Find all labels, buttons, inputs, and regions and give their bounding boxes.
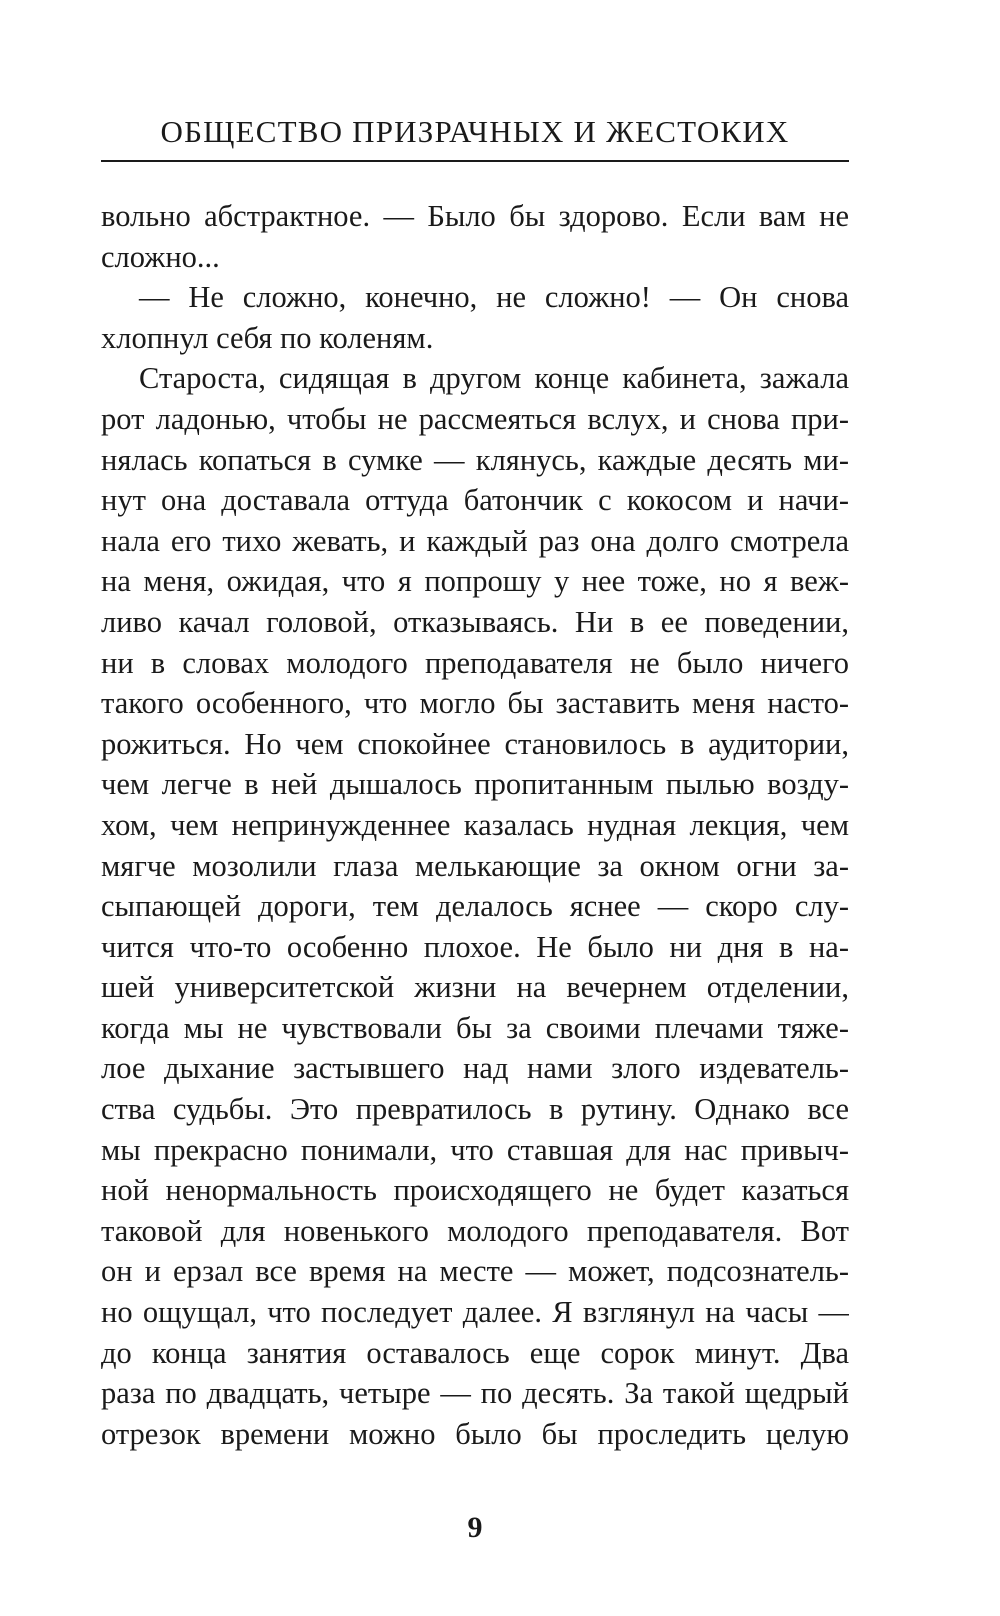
header-rule	[101, 160, 849, 162]
text-line: ства судьбы. Это превратилось в рутину. Однако все	[101, 1092, 849, 1127]
text-line: сложно...	[101, 239, 220, 274]
text-line: нут она доставала оттуда батончик с кокосом и начи-	[101, 483, 849, 518]
text-line: вольно абстрактное. — Было бы здорово. Если вам не	[101, 199, 849, 233]
text-line: хлопнул себя по коленям.	[101, 320, 434, 355]
running-title: ОБЩЕСТВО ПРИЗРАЧНЫХ И ЖЕСТОКИХ	[160, 114, 790, 149]
text-line: нялась копаться в сумке — клянусь, каждые десять ми-	[101, 442, 849, 477]
text-line: отрезок времени можно было бы проследить целую	[101, 1416, 849, 1451]
text-line: таковой для новенького молодого преподавателя. Вот	[101, 1213, 849, 1248]
text-line: чем легче в ней дышалось пропитанным пылью возду-	[101, 767, 849, 802]
text-line: но ощущал, что последует далее. Я взглянул на часы —	[101, 1295, 849, 1330]
text-line: мы прекрасно понимали, что ставшая для нас привыч-	[101, 1132, 849, 1167]
text-line: хом, чем непринужденнее казалась нудная лекция, чем	[101, 807, 849, 842]
text-line: мягче мозолили глаза мелькающие за окном огни за-	[101, 848, 849, 883]
text-line: лое дыхание застывшего над нами злого издеватель-	[101, 1051, 849, 1086]
body-text	[101, 196, 849, 1454]
text-line: он и ерзал все время на месте — может, подсознатель-	[101, 1254, 849, 1289]
text-line: нала его тихо жевать, и каждый раз она долго смотрела	[101, 523, 849, 558]
text-line: сыпающей дороги, тем делалось яснее — скоро слу-	[101, 889, 849, 924]
text-line: шей университетской жизни на вечернем отделении,	[101, 970, 849, 1005]
text-line: рот ладонью, чтобы не рассмеяться вслух, и снова при-	[101, 401, 849, 436]
text-line: — Не сложно, конечно, не сложно! — Он снова	[139, 280, 849, 315]
text-line: рожиться. Но чем спокойнее становилось в аудитории,	[101, 726, 849, 761]
text-line: ливо качал головой, отказываясь. Ни в ее поведении,	[101, 604, 849, 639]
text-line: на меня, ожидая, что я попрошу у нее тоже, но я веж-	[101, 564, 849, 599]
text-line: до конца занятия оставалось еще сорок минут. Два	[101, 1335, 849, 1370]
text-line: ни в словах молодого преподавателя не было ничего	[101, 645, 849, 680]
text-line: Староста, сидящая в другом конце кабинета, зажала	[139, 361, 849, 396]
text-line: такого особенного, что могло бы заставить меня насто-	[101, 686, 849, 721]
page-number: 9	[467, 1511, 483, 1544]
text-line: когда мы не чувствовали бы за своими плечами тяже-	[101, 1010, 849, 1045]
text-line: чится что-то особенно плохое. Не было ни дня в на-	[101, 929, 849, 964]
text-line: ной ненормальность происходящего не будет казаться	[101, 1173, 849, 1208]
text-line: раза по двадцать, четыре — по десять. За такой щедрый	[101, 1376, 849, 1411]
